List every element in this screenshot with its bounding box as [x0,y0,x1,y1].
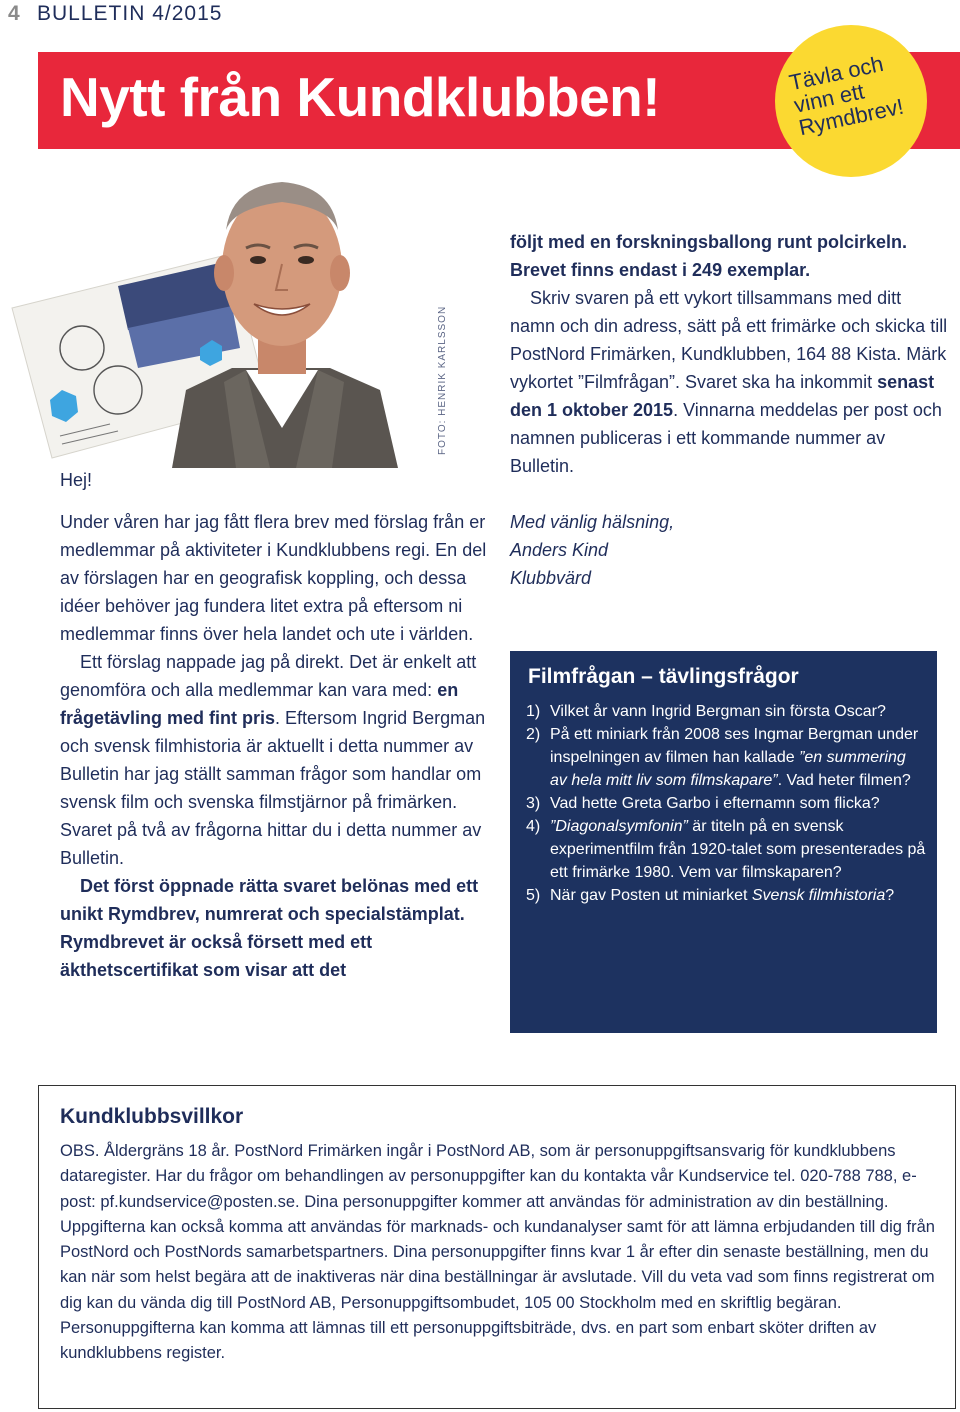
quiz-question: 2) På ett miniark från 2008 ses Ingmar Bergman under inspelningen av filmen han kallade ”en summering av hela mitt liv som filmskapare”. Vad heter filmen? [526,726,919,789]
letter-paragraph: Under våren har jag fått flera brev med förslag från er medlemmar på aktiviteter i Kundklubbens regi. En del av förslagen har en geografisk koppling, och dessa idéer behöver jag fundera litet extra på eftersom ni medlemmar finns över hela landet och ute i världen. [60,512,487,644]
terms-title: Kundklubbsvillkor [60,1105,244,1128]
signer-name: Anders Kind [510,540,609,560]
entry-instructions: Skriv svaren på ett vykort tillsammans med ditt namn och din adress, sätt på ett frimärke och skicka till PostNord Frimärken, Kundklubben, 164 88 Kista. Märk vykortet ”Filmfrågan”. Svaret ska ha inkommit senast den 1 oktober 2015. Vinnarna meddelas per post och namnen publiceras i ett kommande nummer av Bulletin. [510,288,948,476]
quiz-question: 5) När gav Posten ut miniarket Svensk filmhistoria? [526,887,895,904]
quiz-box [510,651,937,1033]
portrait-image [0,168,455,468]
contest-badge [775,25,927,177]
prize-paragraph: Det först öppnade rätta svaret belönas med ett unikt Rymdbrev, numrerat och specialstämplat. Rymdbrevet är också försett med ett äkthetscertifikat som visar att det [60,876,479,980]
letter-left-column [60,508,500,984]
letter-paragraph: Ett förslag nappade jag på direkt. Det är enkelt att genomföra och alla medlemmar kan vara med: en frågetävling med fint pris. Eftersom Ingrid Bergman och svensk filmhistoria är aktuellt i detta nummer av Bulletin har jag ställt samman frågor som handlar om svensk film och svenska filmstjärnor på frimärken. Svaret på två av frågorna hittar du i detta nummer av Bulletin. [60,652,486,868]
letter-right-column [510,228,950,480]
quiz-title: Filmfrågan – tävlingsfrågor [528,665,799,688]
terms-box [38,1085,956,1409]
terms-body: OBS. Åldergräns 18 år. PostNord Frimärken ingår i PostNord AB, som är personuppgiftsansvarig för kundklubbens dataregister. Har du frågor om behandlingen av personuppgifter kan du kontakta vår Kundservice tel. 020-788 788, e-post: pf.kundservice@posten.se. Dina personuppgifter kommer att användas för administration av din beställning. Uppgifterna kan också komma att användas för marknads- och kundanalyser samt för att lämna erbjudanden till dig från PostNord och PostNords samarbetspartners. Dina personuppgifter finns kvar 1 år efter din senaste beställning, men du kan när som helst begära att de inaktiveras när dina beställningar är avslutade. Vill du veta vad som finns registrerat om dig kan du vända dig till PostNord AB, Personuppgiftsombudet, 105 00 Stockholm med en skriftlig begäran. Personuppgifterna kan komma att lämnas till ett personuppgiftsbiträde, dvs. en part som enbart sköter driften av kundklubbens register. [60,1142,935,1363]
photo-credit: FOTO: HENRIK KARLSSON [437,305,448,455]
signer-role: Klubbvärd [510,568,592,588]
host-photo [0,168,455,468]
contest-badge-text: Tävla och vinn ett Rymdbrev! [786,50,906,141]
greeting: Hej! [60,470,93,490]
quiz-question: 1) Vilket år vann Ingrid Bergman sin första Oscar? [526,703,886,720]
quiz-question-list [526,700,926,907]
prize-paragraph-continued: följt med en forskningsballong runt polcirkeln. Brevet finns endast i 249 exemplar. [510,232,908,280]
page-number: 4 [8,2,20,25]
publication-issue: BULLETIN 4/2015 [37,2,223,25]
signature [510,508,674,592]
quiz-question: 4) ”Diagonalsymfonin” är titeln på en svensk experimentfilm från 1920-talet som presenterades på ett frimärke 1980. Vem var filmskaparen? [526,818,926,881]
page-title: Nytt från Kundklubben! [60,66,661,128]
quiz-question: 3) Vad hette Greta Garbo i efternamn som flicka? [526,795,880,812]
closing-line: Med vänlig hälsning, [510,512,675,532]
